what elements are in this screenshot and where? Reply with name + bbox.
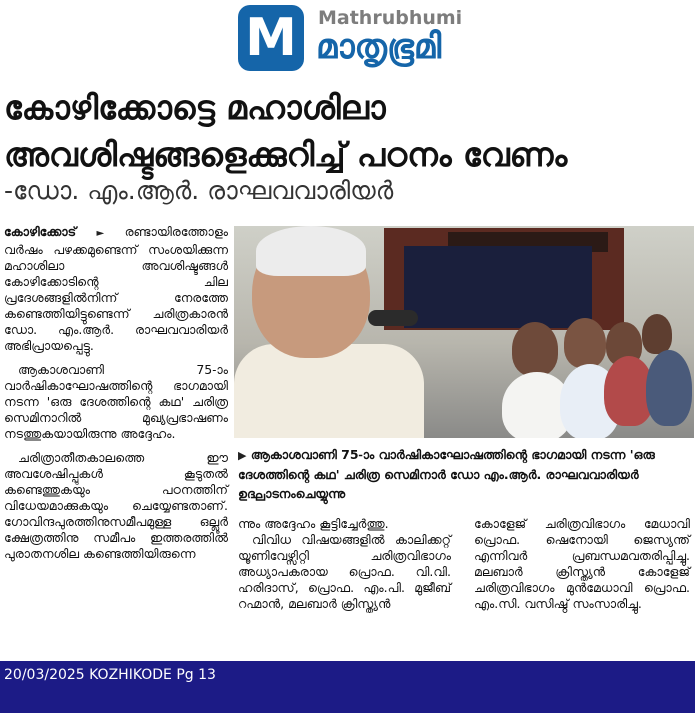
paragraph-2: ആകാശവാണി 75-ാം വാർഷികാഘോഷത്തിന്റെ ഭാഗമായി നടന്ന 'ഒരു ദേശത്തിന്റെ കഥ' ചരിത്ര സെമിനാറിൽ മുഖ്യപ്രഭാഷണം നടത്തുകയായിരുന്നു അദ്ദേഹം. xyxy=(4,362,228,441)
photo-poster xyxy=(404,246,592,328)
triangle-icon: ▶ xyxy=(238,449,247,462)
article-column-2 xyxy=(238,516,451,612)
audience-person xyxy=(564,318,606,368)
triangle-icon: ► xyxy=(96,228,105,239)
speaker-hair xyxy=(256,226,366,276)
paragraph-1-text: രണ്ടായിരത്തോളം വർഷം പഴക്കമുണ്ടെന്ന് സംശയിക്കുന്ന മഹാശിലാ അവശിഷ്ടങ്ങൾ കോഴിക്കോടിന്റെ ചില പ്രദേശങ്ങളിൽനിന്ന് നേരത്തേ കണ്ടെത്തിയിട്ടുണ്ടെന്ന് ചരിത്രകാരൻ ഡോ. എം.ആർ. രാഘവവാരിയർ അഭിപ്രായപ്പെട്ടു. xyxy=(4,224,228,353)
article-byline: -ഡോ. എം.ആർ. രാഘവവാരിയർ xyxy=(4,176,394,205)
event-photo xyxy=(234,226,694,438)
speaker-figure xyxy=(234,344,424,438)
article-column-3 xyxy=(474,516,690,612)
audience-person xyxy=(512,322,558,376)
paragraph-4: ന്നും അദ്ദേഹം കൂട്ടിച്ചേർത്തു. xyxy=(238,516,389,531)
audience-person xyxy=(646,350,692,426)
article-column-1 xyxy=(4,224,228,570)
footer-bar xyxy=(0,661,695,713)
paragraph-3: ചരിത്രാതീതകാലത്തെ ഈ അവശേഷിപ്പുകൾ കൂടുതൽ കണ്ടെത്തുകയും പഠനത്തിന് വിധേയമാക്കുകയും ചെയ്യേണ്ടതാണ്. ഗോവിന്ദപുരത്തിനുസമീപമുള്ള ഒല്ലൂർ ക്ഷേത്രത്തിനു സമീപം ഇത്തരത്തിൽ പുരാതനശില കണ്ടെത്തിയിരുന്നെ xyxy=(4,450,228,561)
brand-name-english: Mathrubhumi xyxy=(318,7,463,29)
microphone-icon xyxy=(368,310,418,326)
paragraph-6: കോളേജ് ചരിത്രവിഭാഗം മേധാവി പ്രൊഫ. ഷെനോയി ജെസ്യന്ത് എന്നിവർ പ്രബന്ധമവതരിപ്പിച്ചു. മലബാർ ക്രിസ്ത്യൻ കോളേജ് ചരിത്രവിഭാഗം മുൻമേധാവി പ്രൊഫ. എം.സി. വസിഷ്ഠ് സംസാരിച്ചു. xyxy=(474,516,690,611)
edition-info: 20/03/2025 KOZHIKODE Pg 13 xyxy=(4,667,216,683)
mathrubhumi-logo-icon: M xyxy=(238,5,304,71)
masthead xyxy=(238,3,518,73)
photo-caption-text: ആകാശവാണി 75-ാം വാർഷികാഘോഷത്തിന്റെ ഭാഗമായി നടന്ന 'ഒരു ദേശത്തിന്റെ കഥ' ചരിത്ര സെമിനാർ ഡോ എം.ആർ. രാഘവവാരിയർ ഉദ്ഘാടനംചെയ്യുന്നു xyxy=(238,447,655,501)
dateline: കോഴിക്കോട് xyxy=(4,224,77,239)
audience-person xyxy=(642,314,672,354)
article-headline: കോഴിക്കോട്ടെ മഹാശിലാ അവശിഷ്ടങ്ങളെക്കുറിച്ച് പഠനം വേണം xyxy=(4,88,568,174)
paragraph-5: വിവിധ വിഷയങ്ങളിൽ കാലിക്കറ്റ് യൂണിവേഴ്സിറ്റി ചരിത്രവിഭാഗം അധ്യാപകരായ പ്രൊഫ. വി.വി. ഹരിദാസ്, പ്രൊഫ. എം.പി. മുജീബ് റഹ്മാൻ, മലബാർ ക്രിസ്ത്യൻ xyxy=(238,532,451,611)
brand-name-malayalam: മാതൃഭൂമി xyxy=(316,27,442,67)
photo-caption xyxy=(238,445,690,503)
paragraph-1 xyxy=(4,224,228,354)
